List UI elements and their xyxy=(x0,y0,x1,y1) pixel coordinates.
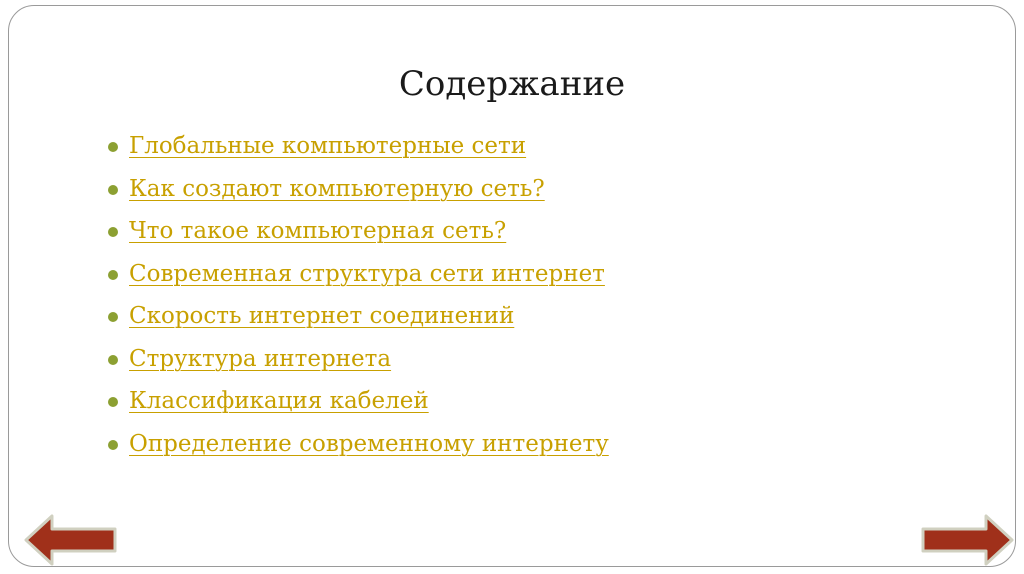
toc-item xyxy=(108,125,609,168)
toc-item xyxy=(108,253,609,296)
toc-item xyxy=(108,210,609,253)
toc-link-global-networks[interactable]: Глобальные компьютерные сети xyxy=(129,133,527,160)
next-slide-button[interactable] xyxy=(920,513,1014,567)
bullet-icon xyxy=(108,185,118,195)
arrow-right-icon xyxy=(923,516,1012,564)
toc-link-internet-structure[interactable]: Структура интернета xyxy=(129,345,392,372)
bullet-icon xyxy=(108,270,118,280)
arrow-left-icon xyxy=(26,516,115,564)
prev-slide-button[interactable] xyxy=(24,513,118,567)
toc-item xyxy=(108,380,609,423)
bullet-icon xyxy=(108,440,118,450)
toc-link-cable-classification[interactable]: Классификация кабелей xyxy=(129,388,429,415)
bullet-icon xyxy=(108,397,118,407)
toc-link-modern-structure[interactable]: Современная структура сети интернет xyxy=(129,260,605,287)
bullet-icon xyxy=(108,142,118,152)
table-of-contents xyxy=(108,125,609,465)
toc-link-connection-speed[interactable]: Скорость интернет соединений xyxy=(129,303,515,330)
toc-item xyxy=(108,295,609,338)
toc-item xyxy=(108,338,609,381)
slide-title: Содержание xyxy=(398,64,626,104)
bullet-icon xyxy=(108,227,118,237)
bullet-icon xyxy=(108,312,118,322)
bullet-icon xyxy=(108,355,118,365)
toc-link-internet-definition[interactable]: Определение современному интернету xyxy=(129,430,609,457)
toc-link-how-networks-built[interactable]: Как создают компьютерную сеть? xyxy=(129,175,545,202)
toc-item xyxy=(108,423,609,466)
toc-link-what-is-network[interactable]: Что такое компьютерная сеть? xyxy=(129,218,507,245)
toc-item xyxy=(108,168,609,211)
